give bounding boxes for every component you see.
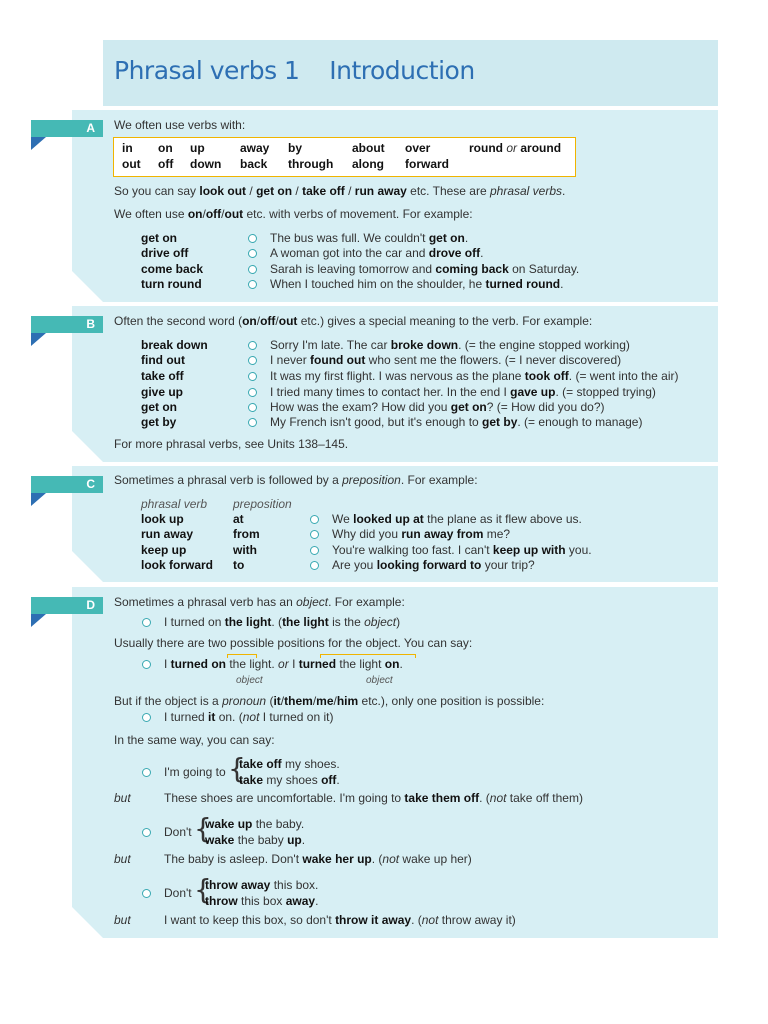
section-d-usually: Usually there are two possible positions for the object. You can say: bbox=[114, 636, 473, 650]
example-sentence: The bus was full. We couldn't get on. bbox=[270, 231, 469, 245]
example-sentence: Sorry I'm late. The car broke down. (= the engine stopped working) bbox=[270, 338, 630, 352]
row-phrasal-verb: look up bbox=[141, 512, 184, 526]
section-d-same-way: In the same way, you can say: bbox=[114, 733, 275, 747]
section-a-say-line: So you can say look out / get on / take off / run away etc. These are phrasal verbs. bbox=[114, 184, 566, 198]
pronoun-example: I turned it on. (not I turned on it) bbox=[164, 710, 334, 724]
particle: along bbox=[352, 157, 384, 171]
but-label: but bbox=[114, 913, 131, 927]
particle: in bbox=[122, 141, 133, 155]
example-sentence: My French isn't good, but it's enough to get by. (= enough to manage) bbox=[270, 415, 643, 429]
particle: down bbox=[190, 157, 222, 171]
bullet-icon bbox=[310, 561, 319, 570]
panel-fold bbox=[72, 431, 103, 462]
brace-symbol: { bbox=[194, 873, 212, 906]
but-label: but bbox=[114, 852, 131, 866]
but-sentence: These shoes are uncomfortable. I'm going to take them off. (not take off them) bbox=[164, 791, 583, 805]
group-line-2: take my shoes off. bbox=[239, 773, 340, 787]
example-sentence: You're walking too fast. I can't keep up with you. bbox=[332, 543, 592, 557]
tab-corner bbox=[31, 614, 46, 627]
brace-symbol: { bbox=[194, 812, 212, 845]
example-sentence: A woman got into the car and drove off. bbox=[270, 246, 484, 260]
example-verb: get by bbox=[141, 415, 177, 429]
section-a-letter: A bbox=[86, 121, 95, 135]
group-line-1: throw away this box. bbox=[205, 878, 319, 892]
particle-round-or-around: round or around bbox=[469, 141, 562, 155]
bullet-icon bbox=[248, 341, 257, 350]
example-verb: get on bbox=[141, 231, 177, 245]
particle: forward bbox=[405, 157, 450, 171]
bullet-icon bbox=[248, 234, 257, 243]
particle: over bbox=[405, 141, 431, 155]
column-header-preposition: preposition bbox=[233, 497, 292, 511]
section-c-letter: C bbox=[86, 477, 95, 491]
unit-title-text: Phrasal verbs 1 bbox=[114, 56, 300, 85]
object-label: object bbox=[236, 675, 263, 686]
but-sentence: The baby is asleep. Don't wake her up. (not wake up her) bbox=[164, 852, 472, 866]
bullet-icon bbox=[248, 372, 257, 381]
panel-fold bbox=[72, 271, 103, 302]
bullet-icon bbox=[310, 515, 319, 524]
group-lead: I'm going to bbox=[164, 765, 226, 779]
row-phrasal-verb: run away bbox=[141, 527, 194, 541]
example-verb: get on bbox=[141, 400, 177, 414]
section-b-letter: B bbox=[86, 317, 95, 331]
example-verb: take off bbox=[141, 369, 184, 383]
row-preposition: at bbox=[233, 512, 244, 526]
bullet-icon bbox=[142, 768, 151, 777]
section-d-intro: Sometimes a phrasal verb has an object. For example: bbox=[114, 595, 405, 609]
example-verb: give up bbox=[141, 385, 184, 399]
example-sentence: Are you looking forward to your trip? bbox=[332, 558, 535, 572]
particle: back bbox=[240, 157, 268, 171]
group-line-1: wake up the baby. bbox=[205, 817, 305, 831]
unit-subtitle-text: Introduction bbox=[329, 56, 475, 85]
bullet-icon bbox=[142, 713, 151, 722]
tab-corner bbox=[31, 333, 46, 346]
example-verb: break down bbox=[141, 338, 208, 352]
row-phrasal-verb: keep up bbox=[141, 543, 187, 557]
section-a-intro: We often use verbs with: bbox=[114, 118, 246, 132]
group-lead: Don't bbox=[164, 886, 192, 900]
but-label: but bbox=[114, 791, 131, 805]
particle: away bbox=[240, 141, 270, 155]
example-sentence: How was the exam? How did you get on? (= How did you do?) bbox=[270, 400, 605, 414]
bullet-icon bbox=[248, 356, 257, 365]
bullet-icon bbox=[142, 618, 151, 627]
but-sentence: I want to keep this box, so don't throw it away. (not throw away it) bbox=[164, 913, 516, 927]
bullet-icon bbox=[248, 418, 257, 427]
bullet-icon bbox=[248, 280, 257, 289]
section-a-tab bbox=[31, 120, 103, 137]
tab-corner bbox=[31, 493, 46, 506]
bullet-icon bbox=[142, 828, 151, 837]
particle: off bbox=[158, 157, 174, 171]
row-preposition: with bbox=[233, 543, 257, 557]
object-label: object bbox=[366, 675, 393, 686]
section-b-tab bbox=[31, 316, 103, 333]
example-sentence: When I touched him on the shoulder, he turned round. bbox=[270, 277, 564, 291]
section-a-movement-line: We often use on/off/out etc. with verbs of movement. For example: bbox=[114, 207, 473, 221]
bullet-icon bbox=[248, 249, 257, 258]
particle: about bbox=[352, 141, 385, 155]
unit-header bbox=[103, 40, 718, 106]
example-sentence: I never found out who sent me the flowers. (= I never discovered) bbox=[270, 353, 622, 367]
row-phrasal-verb: look forward bbox=[141, 558, 214, 572]
example-verb: come back bbox=[141, 262, 204, 276]
bullet-icon bbox=[248, 388, 257, 397]
section-d-tab bbox=[31, 597, 103, 614]
example-verb: drive off bbox=[141, 246, 189, 260]
particle: up bbox=[190, 141, 205, 155]
section-c-tab bbox=[31, 476, 103, 493]
example-sentence: We looked up at the plane as it flew above us. bbox=[332, 512, 582, 526]
row-preposition: to bbox=[233, 558, 245, 572]
column-header-phrasal-verb: phrasal verb bbox=[141, 497, 208, 511]
group-line-1: take off my shoes. bbox=[239, 757, 340, 771]
brace-symbol: { bbox=[228, 752, 246, 785]
group-lead: Don't bbox=[164, 825, 192, 839]
tab-corner bbox=[31, 137, 46, 150]
group-line-2: wake the baby up. bbox=[205, 833, 306, 847]
section-d-pronoun-rule: But if the object is a pronoun (it/them/me/him etc.), only one position is possible: bbox=[114, 694, 545, 708]
section-b-intro: Often the second word (on/off/out etc.) gives a special meaning to the verb. For example: bbox=[114, 314, 593, 328]
panel-fold bbox=[72, 551, 103, 582]
panel-fold bbox=[72, 907, 103, 938]
particle: out bbox=[122, 157, 141, 171]
section-c-intro: Sometimes a phrasal verb is followed by a preposition. For example: bbox=[114, 473, 478, 487]
unit-title bbox=[114, 56, 475, 85]
particle: on bbox=[158, 141, 173, 155]
section-b-more-link-text: For more phrasal verbs, see Units 138–145. bbox=[114, 437, 349, 451]
row-preposition: from bbox=[233, 527, 260, 541]
example-sentence: Sarah is leaving tomorrow and coming back on Saturday. bbox=[270, 262, 580, 276]
example-sentence: It was my first flight. I was nervous as the plane took off. (= went into the air) bbox=[270, 369, 679, 383]
example-verb: turn round bbox=[141, 277, 202, 291]
particle: by bbox=[288, 141, 303, 155]
example-verb: find out bbox=[141, 353, 185, 367]
bullet-icon bbox=[248, 403, 257, 412]
bullet-icon bbox=[248, 265, 257, 274]
example-sentence: Why did you run away from me? bbox=[332, 527, 511, 541]
particle: through bbox=[288, 157, 334, 171]
bullet-icon bbox=[142, 889, 151, 898]
bullet-icon bbox=[310, 530, 319, 539]
example-sentence: I tried many times to contact her. In the end I gave up. (= stopped trying) bbox=[270, 385, 656, 399]
object-positions-example: I turned on the light. or I turned the light on. bbox=[164, 657, 403, 671]
bullet-icon bbox=[142, 660, 151, 669]
group-line-2: throw this box away. bbox=[205, 894, 319, 908]
section-d-letter: D bbox=[86, 598, 95, 612]
object-example: I turned on the light. (the light is the object) bbox=[164, 615, 401, 629]
bullet-icon bbox=[310, 546, 319, 555]
